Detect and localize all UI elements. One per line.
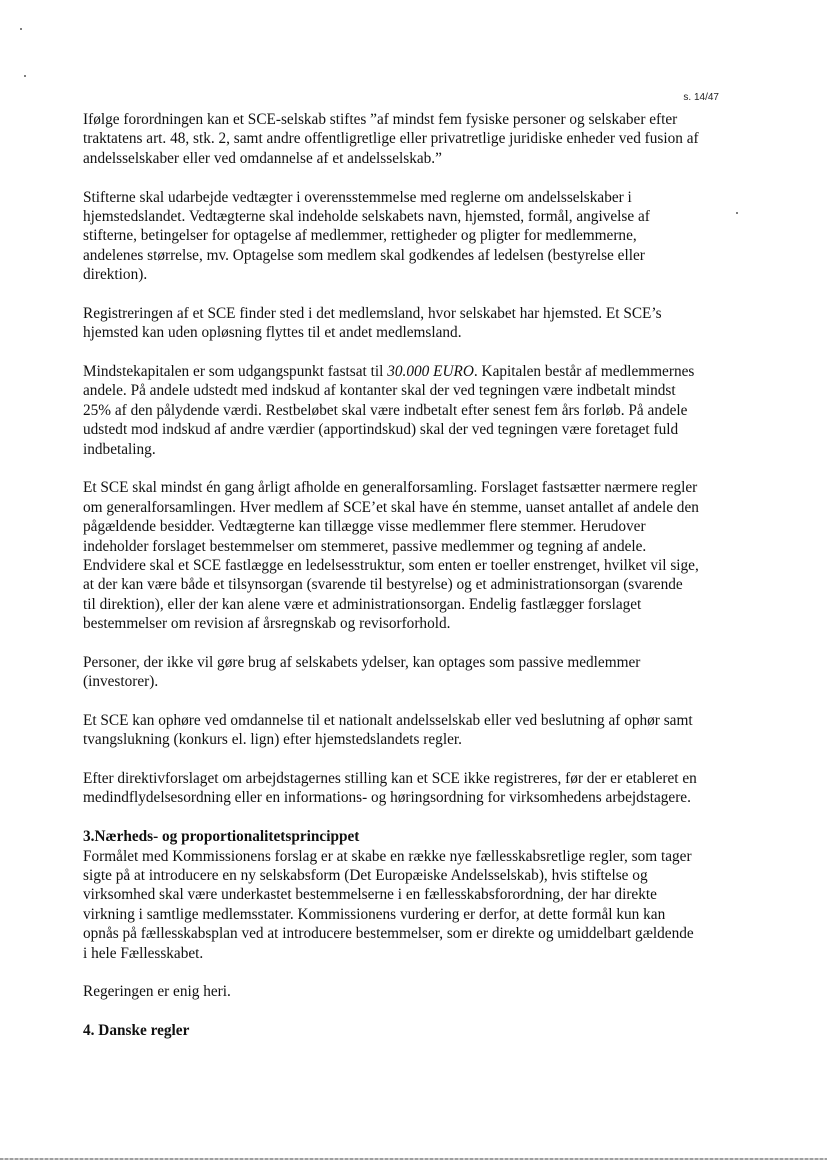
section-3-heading: 3.Nærheds- og proportionalitetsprincippet <box>83 828 360 846</box>
document-body <box>83 110 699 1060</box>
paragraph-passive-members: Personer, der ikke vil gøre brug af selskabets ydelser, kan optages som passive medlemmer (investorer). <box>83 653 641 691</box>
paragraph-formation: Ifølge forordningen kan et SCE-selskab stiftes ”af mindst fem fysiske personer og selskaber efter traktatens art. 48, stk. 2, samt andre offentligretlige eller privatretlige juridiske enheder ved fusion af andelsselskaber eller ved omdannelse af et andelsselskab.” <box>83 111 699 167</box>
scan-speck <box>24 75 26 77</box>
paragraph-capital <box>83 362 699 459</box>
paragraph-statutes: Stifterne skal udarbejde vedtægter i overensstemmelse med reglerne om andelsselskaber i hjemstedslandet. Vedtægterne skal indeholde selskabets navn, hjemsted, formål, angivelse af stifterne, betingelser for optagelse af medlemmer, rettigheder og pligter for medlemmerne, andelenes størrelse, mv. Optagelse som medlem skal godkendes af ledelsen (bestyrelse eller direktion). <box>83 188 650 284</box>
page-number: s. 14/47 <box>683 92 719 103</box>
paragraph-general-meeting: Et SCE skal mindst én gang årligt afholde en generalforsamling. Forslaget fastsætter nærmere regler om generalforsamlingen. Hver medlem af SCE’et skal have én stemme, uanset antallet af andele den pågældende besidder. Vedtægterne kan tillægge visse medlemmer flere stemmer. Herudover indeholder forslaget bestemmelser om stemmeret, passive medlemmer og tegning af andele. Endvidere skal et SCE fastlægge en ledelsesstruktur, som enten er toeller enstrenget, hvilket vil sige, at der kan være både et tilsynsorgan (svarende til bestyrelse) og et administrationsorgan (svarende til direktion), eller der kan alene være et administrationsorgan. Endelig fastlægger forslaget bestemmelser om revision af årsregnskab og revisorforhold. <box>83 479 699 633</box>
section-4-heading: 4. Danske regler <box>83 1022 190 1039</box>
paragraph-dissolution: Et SCE kan ophøre ved omdannelse til et nationalt andelsselskab eller ved beslutning af ophør samt tvangslukning (konkurs el. lign) efter hjemstedslandets regler. <box>83 711 693 749</box>
capital-amount: 30.000 EURO <box>387 362 474 380</box>
capital-text-before: Mindstekapitalen er som udgangspunkt fastsat til <box>83 362 388 380</box>
scan-speck <box>20 28 22 30</box>
scan-bottom-edge <box>0 1158 827 1160</box>
paragraph-government-agrees: Regeringen er enig heri. <box>83 983 231 1001</box>
paragraph-registration: Registreringen af et SCE finder sted i det medlemsland, hvor selskabet har hjemsted. Et SCE’s hjemsted kan uden opløsning flyttes til et andet medlemsland. <box>83 304 662 342</box>
section-3 <box>83 827 699 963</box>
scan-speck <box>736 212 738 214</box>
capital-text-after: . Kapitalen består af medlemmernes andele. På andele udstedt med indskud af kontanter skal der ved tegningen være indbetalt mindst 25% af den pålydende værdi. Restbeløbet skal være indbetalt efter senest fem års forløb. På andele udstedt mod indskud af andre værdier (apportindskud) skal der ved tegningen være foretaget fuld indbetaling. <box>83 362 695 458</box>
paragraph-employee-involvement: Efter direktivforslaget om arbejdstagernes stilling kan et SCE ikke registreres, før der er etableret en medindflydelsesordning eller en informations- og høringsordning for virksomhedens arbejdstagere. <box>83 770 697 807</box>
paragraph-subsidiarity: Formålet med Kommissionens forslag er at skabe en række nye fællesskabsretlige regler, som tager sigte på at introducere en ny selskabsform (Det Europæiske Andelsselskab), hvis stiftelse og virksomhed skal være underkastet bestemmelserne i en fællesskabsforordning, der har direkte virkning i samtlige medlemsstater. Kommissionens vurdering er derfor, at dette formål kun kan opnås på fællesskabsplan ved at introducere bestemmelser, som er direkte og umiddelbart gældende i hele Fællesskabet. <box>83 847 694 962</box>
